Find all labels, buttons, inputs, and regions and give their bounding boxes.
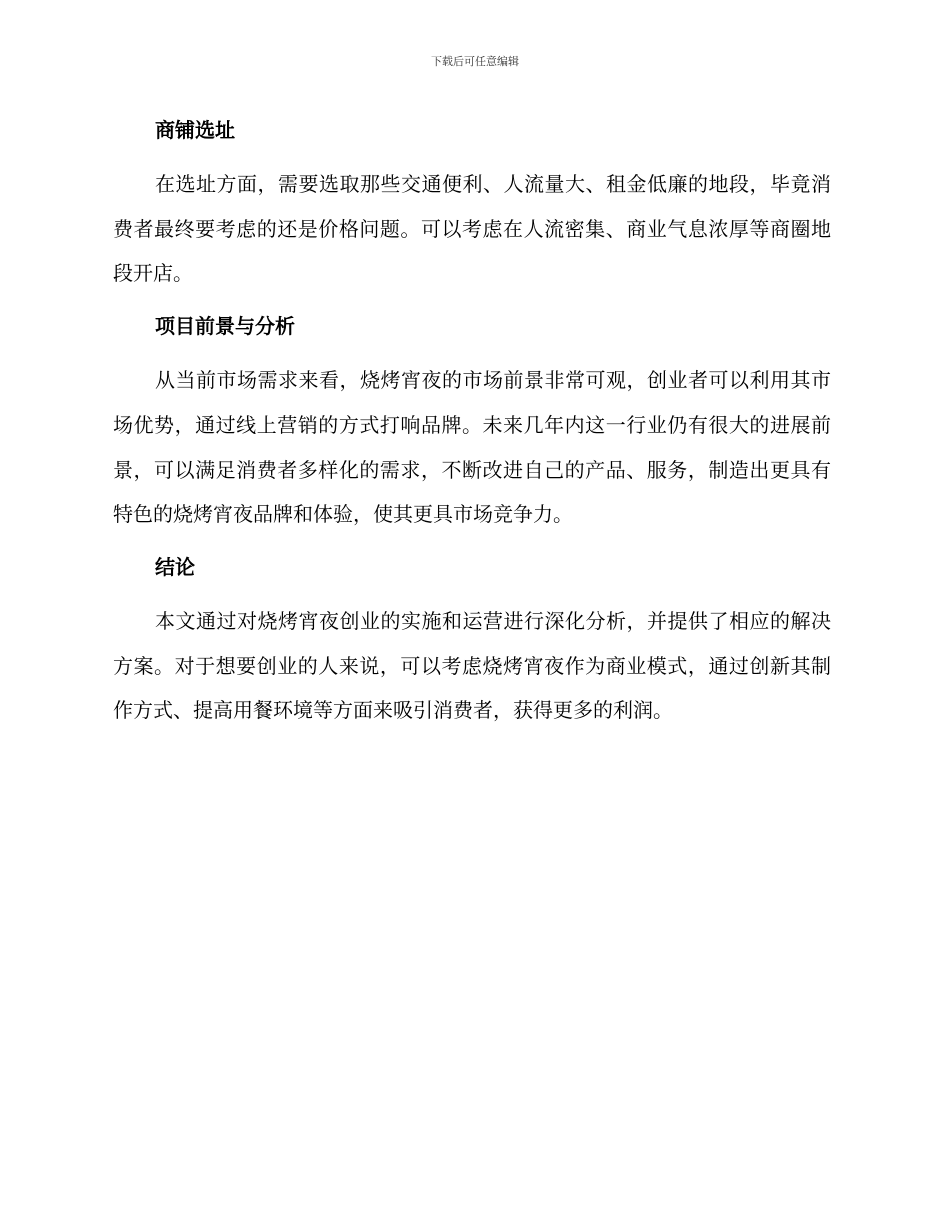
- section-store-location: [113, 112, 831, 296]
- section-paragraph: 本文通过对烧烤宵夜创业的实施和运营进行深化分析，并提供了相应的解决方案。对于想要创业的人来说，可以考虑烧烤宵夜作为商业模式，通过创新其制作方式、提高用餐环境等方面来吸引消费者，获得更多的利润。: [113, 608, 831, 723]
- section-project-outlook: [113, 308, 831, 537]
- section-heading: 结论: [155, 554, 195, 579]
- section-paragraph: 在选址方面，需要选取那些交通便利、人流量大、租金低廉的地段，毕竟消费者最终要考虑的还是价格问题。可以考虑在人流密集、商业气息浓厚等商圈地段开店。: [113, 172, 831, 286]
- section-conclusion: [113, 549, 831, 733]
- section-heading: 项目前景与分析: [155, 314, 295, 339]
- document-body: [113, 112, 831, 745]
- page-header: 下载后可任意编辑: [431, 55, 519, 68]
- section-paragraph: 从当前市场需求来看，烧烤宵夜的市场前景非常可观，创业者可以利用其市场优势，通过线上营销的方式打响品牌。未来几年内这一行业仍有很大的进展前景，可以满足消费者多样化的需求，不断改进自己的产品、服务，制造出更具有特色的烧烤宵夜品牌和体验，使其更具市场竞争力。: [113, 368, 831, 527]
- section-heading: 商铺选址: [155, 118, 235, 142]
